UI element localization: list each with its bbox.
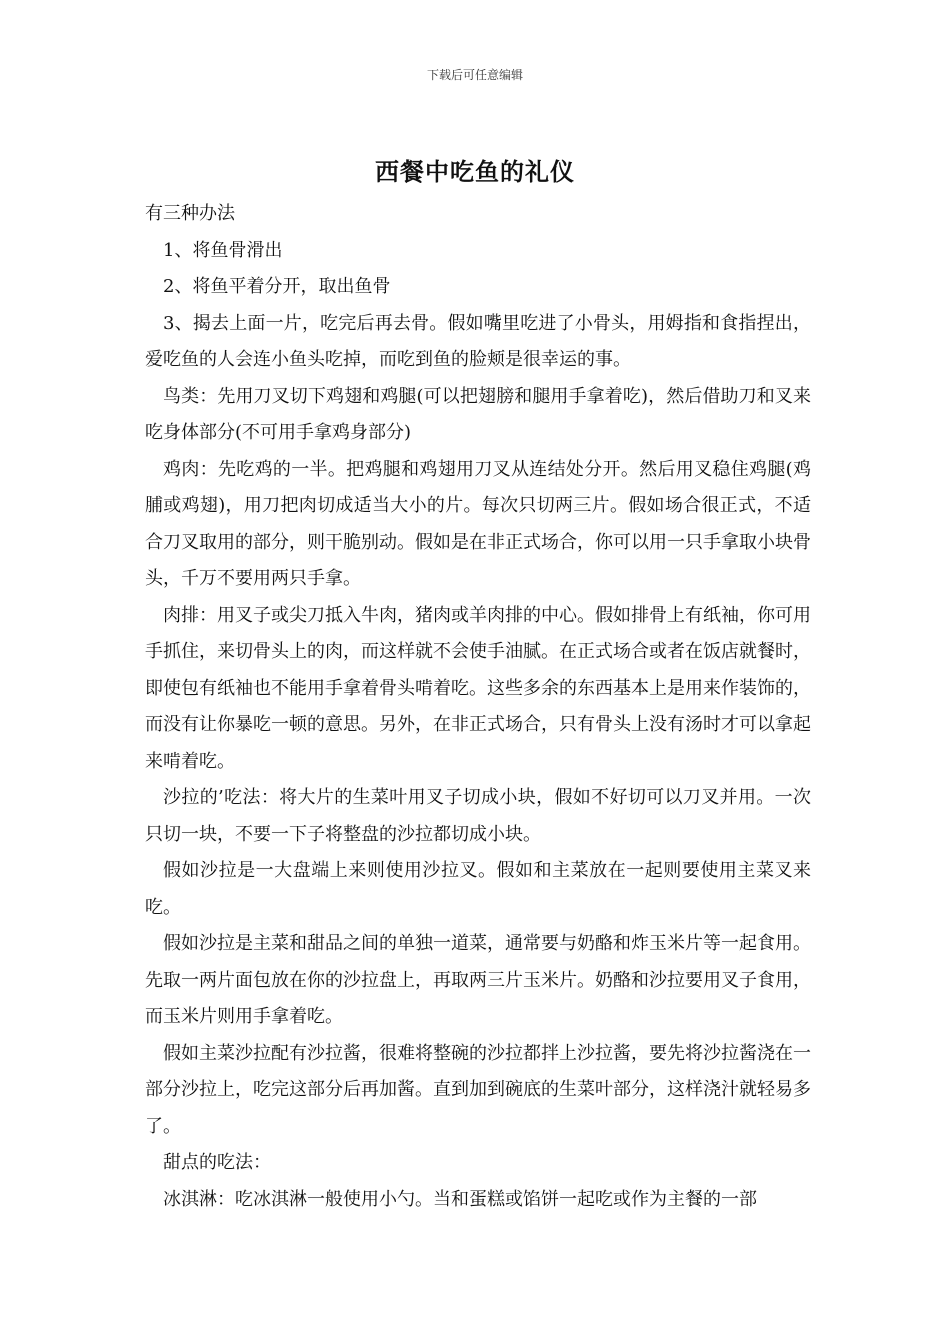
paragraph-ice-cream: 冰淇淋：吃冰淇淋一般使用小勺。当和蛋糕或馅饼一起吃或作为主餐的一部 (163, 1188, 757, 1210)
document-title: 西餐中吃鱼的礼仪 (375, 157, 575, 186)
paragraph-dessert-heading: 甜点的吃法： (163, 1152, 271, 1173)
paragraph-poultry: 鸟类：先用刀叉切下鸡翅和鸡腿(可以把翅膀和腿用手拿着吃)，然后借助刀和叉来吃身体部分(不可用手拿鸡身部分) (145, 385, 811, 443)
header-note: 下载后可任意编辑 (426, 68, 523, 82)
paragraph-salad-fork: 假如沙拉是一大盘端上来则使用沙拉叉。假如和主菜放在一起则要使用主菜叉来吃。 (145, 860, 811, 918)
paragraph-salad: 沙拉的’吃法：将大片的生菜叶用叉子切成小块，假如不好切可以刀叉并用。一次只切一块，不要一下子将整盘的沙拉都切成小块。 (145, 787, 811, 845)
document-body (145, 196, 811, 1218)
paragraph-method-1: 1、将鱼骨滑出 (163, 239, 283, 261)
paragraph-method-2: 2、将鱼平着分开，取出鱼骨 (163, 276, 391, 297)
paragraph-intro: 有三种办法 (145, 203, 235, 224)
paragraph-salad-dressing: 假如主菜沙拉配有沙拉酱，很难将整碗的沙拉都拌上沙拉酱，要先将沙拉酱浇在一部分沙拉上，吃完这部分后再加酱。直到加到碗底的生菜叶部分，这样浇汁就轻易多了。 (145, 1042, 811, 1137)
paragraph-method-3: 3、揭去上面一片，吃完后再去骨。假如嘴里吃进了小骨头，用姆指和食指捏出，爱吃鱼的人会连小鱼头吃掉，而吃到鱼的脸颊是很幸运的事。 (145, 312, 811, 370)
paragraph-steak: 肉排：用叉子或尖刀抵入牛肉，猪肉或羊肉排的中心。假如排骨上有纸袖，你可用手抓住，来切骨头上的肉，而这样就不会使手油腻。在正式场合或者在饭店就餐时，即使包有纸袖也不能用手拿着骨头啃着吃。这些多余的东西基本上是用来作装饰的，而没有让你暴吃一顿的意思。另外，在非正式场合，只有骨头上没有汤时才可以拿起来啃着吃。 (145, 604, 811, 772)
paragraph-chicken: 鸡肉：先吃鸡的一半。把鸡腿和鸡翅用刀叉从连结处分开。然后用叉稳住鸡腿(鸡脯或鸡翅)，用刀把肉切成适当大小的片。每次只切两三片。假如场合很正式，不适合刀叉取用的部分，则干脆别动。假如是在非正式场合，你可以用一只手拿取小块骨头，千万不要用两只手拿。 (145, 458, 811, 589)
paragraph-salad-course: 假如沙拉是主菜和甜品之间的单独一道菜，通常要与奶酪和炸玉米片等一起食用。先取一两片面包放在你的沙拉盘上，再取两三片玉米片。奶酪和沙拉要用叉子食用，而玉米片则用手拿着吃。 (145, 933, 811, 1027)
